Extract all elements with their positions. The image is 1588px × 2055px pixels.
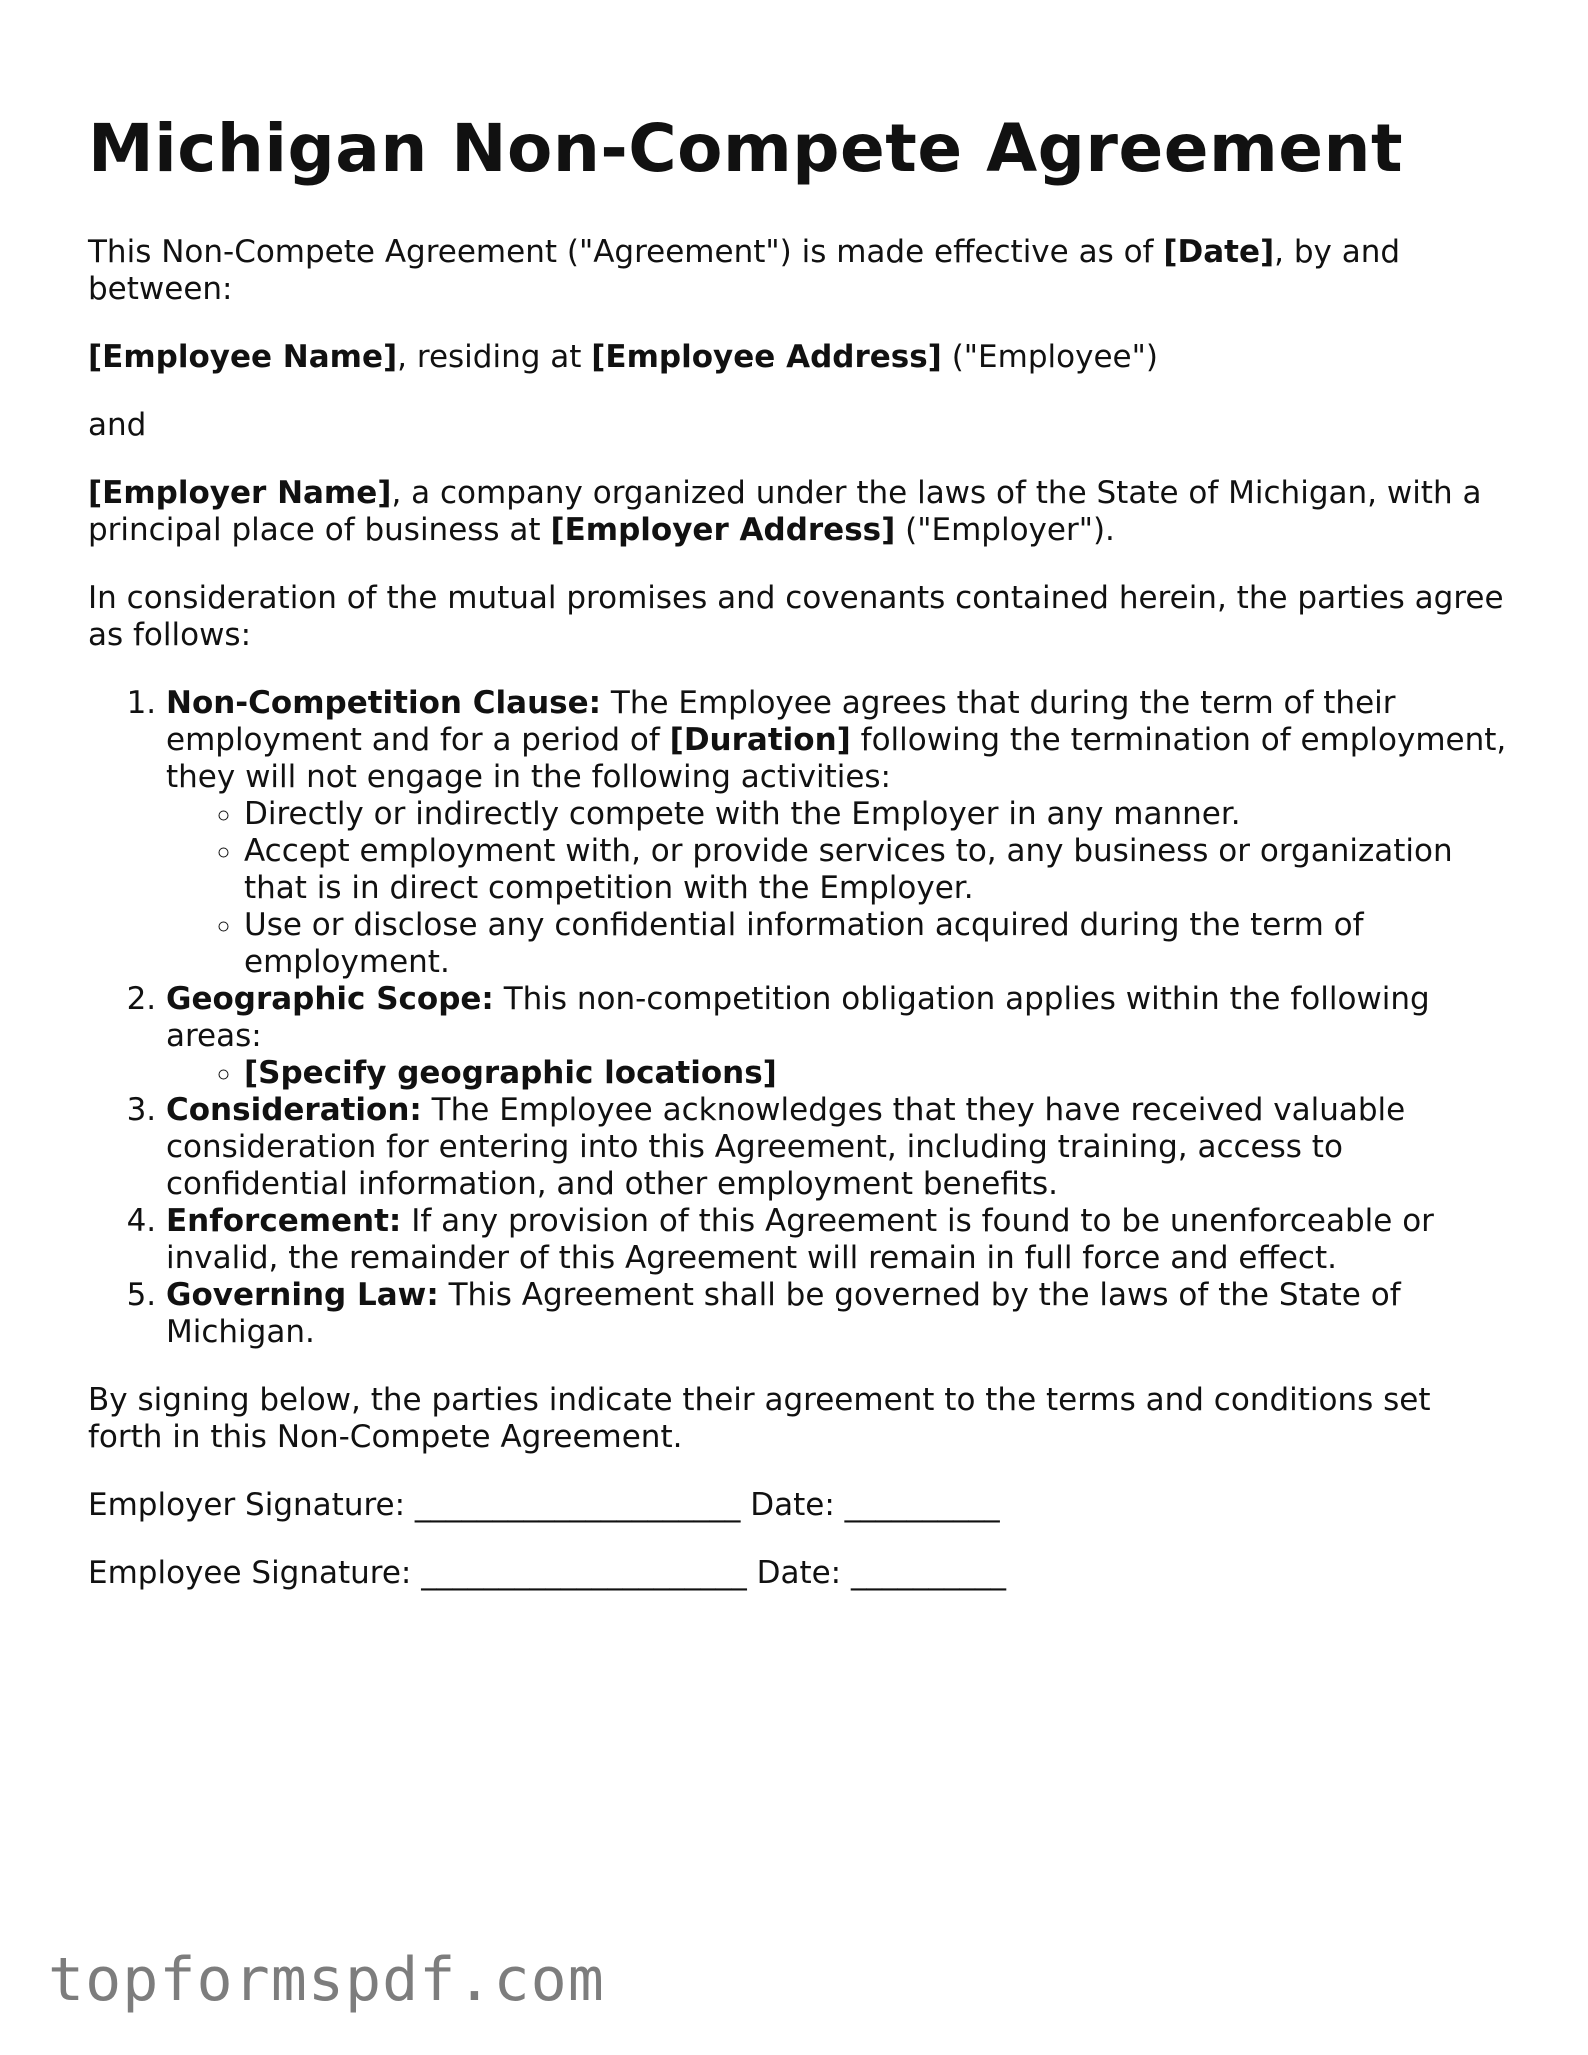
consideration-intro-paragraph: In consideration of the mutual promises and covenants contained herein, the parties agree as follows: bbox=[88, 580, 1504, 653]
clause-consideration bbox=[166, 1092, 1508, 1203]
clause-text: The Employee acknowledges that they have received valuable consideration for entering into this Agreement, including training, access to confidential information, and other employment benefits. bbox=[166, 1092, 1406, 1202]
list-item: ◦ Directly or indirectly compete with the Employer in any manner. bbox=[244, 796, 1508, 833]
employee-name-placeholder: [Employee Name] bbox=[88, 339, 398, 375]
clause-heading: Governing Law: bbox=[166, 1277, 439, 1313]
closing-paragraph: By signing below, the parties indicate their agreement to the terms and conditions set forth in this Non-Compete Agreement. bbox=[88, 1382, 1431, 1455]
intro-text-end: , by and between: bbox=[88, 234, 1401, 307]
restricted-activities-list bbox=[166, 796, 1508, 981]
employee-party-paragraph bbox=[88, 339, 1508, 376]
employee-party-label: ("Employee") bbox=[941, 339, 1158, 375]
clause-text: The Employee agrees that during the term of their employment and for a period of bbox=[166, 685, 1396, 758]
duration-placeholder: [Duration] bbox=[669, 722, 851, 758]
date-placeholder: [Date] bbox=[1163, 234, 1275, 270]
clause-geographic-scope bbox=[166, 981, 1508, 1092]
clause-heading: Non-Competition Clause: bbox=[166, 685, 602, 721]
document-page bbox=[88, 110, 1508, 1623]
employer-address-placeholder: [Employer Address] bbox=[550, 512, 896, 548]
employer-party-text: , a company organized under the laws of the State of Michigan, with a principal place of business at bbox=[88, 475, 1482, 548]
geographic-locations-list bbox=[166, 1055, 1508, 1092]
employee-party-text: , residing at bbox=[397, 339, 592, 375]
clause-list bbox=[88, 685, 1508, 1351]
clause-text: following the termination of employment, they will not engage in the following activities: bbox=[166, 722, 1507, 795]
employee-signature-line: Employee Signature: _____________________ Date: __________ bbox=[88, 1555, 1006, 1591]
locations-placeholder: [Specify geographic locations] bbox=[244, 1055, 777, 1091]
clause-heading: Enforcement: bbox=[166, 1203, 402, 1239]
clause-text: This non-competition obligation applies within the following areas: bbox=[166, 981, 1430, 1054]
employer-party-paragraph bbox=[88, 475, 1508, 549]
clause-non-competition bbox=[166, 685, 1508, 981]
intro-text-start: This Non-Compete Agreement ("Agreement") is made effective as of bbox=[88, 234, 1164, 270]
document-title: Michigan Non-Compete Agreement bbox=[88, 110, 1404, 187]
and-paragraph: and bbox=[88, 407, 147, 443]
clause-enforcement bbox=[166, 1203, 1508, 1277]
employer-name-placeholder: [Employer Name] bbox=[88, 475, 392, 511]
employee-address-placeholder: [Employee Address] bbox=[591, 339, 942, 375]
list-item: ◦ Use or disclose any confidential information acquired during the term of employment. bbox=[244, 907, 1508, 981]
list-item: ◦ Accept employment with, or provide services to, any business or organization that is in direct competition with the Employer. bbox=[244, 833, 1508, 907]
clause-text: If any provision of this Agreement is found to be unenforceable or invalid, the remainder of this Agreement will remain in full force and effect. bbox=[166, 1203, 1434, 1276]
clause-governing-law bbox=[166, 1277, 1508, 1351]
employer-signature-line: Employer Signature: _____________________ Date: __________ bbox=[88, 1487, 1000, 1523]
clause-heading: Consideration: bbox=[166, 1092, 422, 1128]
intro-paragraph bbox=[88, 234, 1508, 308]
clause-heading: Geographic Scope: bbox=[166, 981, 494, 1017]
clause-text: This Agreement shall be governed by the laws of the State of Michigan. bbox=[166, 1277, 1401, 1350]
list-item bbox=[244, 1055, 1508, 1092]
employer-party-label: ("Employer"). bbox=[895, 512, 1115, 548]
watermark: topformspdf.com bbox=[48, 1945, 605, 2015]
